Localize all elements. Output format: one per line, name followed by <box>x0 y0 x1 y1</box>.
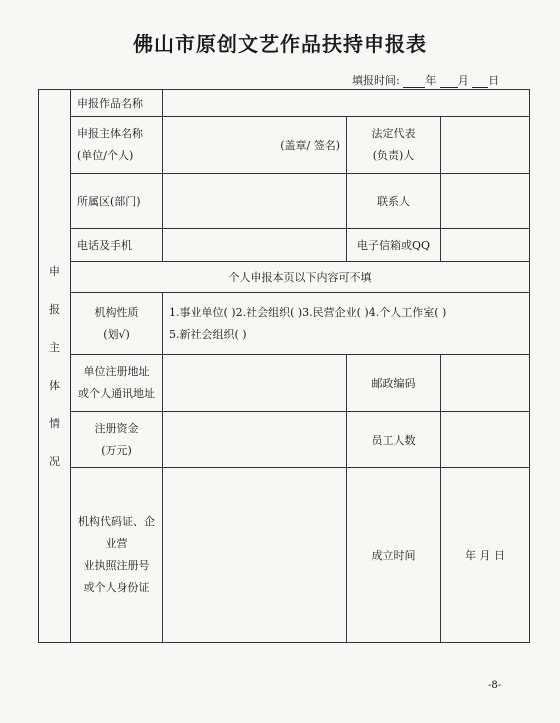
postcode-label: 邮政编码 <box>347 355 441 412</box>
org-options-line-2: 5.新社会组织( ) <box>169 327 247 341</box>
contact-label: 联系人 <box>347 174 441 229</box>
application-table <box>38 89 530 643</box>
seal-sign-hint: (盖章/ 签名) <box>280 139 340 152</box>
district-field[interactable] <box>163 174 347 229</box>
applicant-name-field[interactable] <box>163 117 347 174</box>
address-field[interactable] <box>163 355 347 412</box>
address-label: 单位注册地址 或个人通讯地址 <box>71 355 163 412</box>
year-label: 年 <box>425 74 437 87</box>
month-label: 月 <box>457 74 469 87</box>
phone-field[interactable] <box>163 229 347 262</box>
month-blank[interactable] <box>440 77 458 88</box>
capital-field[interactable] <box>163 412 347 468</box>
day-blank[interactable] <box>472 77 488 88</box>
legal-rep-label: 法定代表 (负责)人 <box>347 117 441 174</box>
work-name-label: 申报作品名称 <box>71 90 163 117</box>
established-field[interactable]: 年 月 日 <box>441 468 530 643</box>
year-blank[interactable] <box>403 77 425 88</box>
postcode-field[interactable] <box>441 355 530 412</box>
page-title: 佛山市原创文艺作品扶持申报表 <box>133 32 427 56</box>
org-type-options[interactable] <box>163 293 530 355</box>
legal-rep-field[interactable] <box>441 117 530 174</box>
capital-label: 注册资金 (万元) <box>71 412 163 468</box>
email-label: 电子信箱或QQ <box>347 229 441 262</box>
district-label: 所属区(部门) <box>71 174 163 229</box>
staff-label: 员工人数 <box>347 412 441 468</box>
contact-field[interactable] <box>441 174 530 229</box>
work-name-field[interactable] <box>163 90 530 117</box>
registration-code-label: 机构代码证、企业营 业执照注册号 或个人身份证 <box>71 468 163 643</box>
established-label: 成立时间 <box>347 468 441 643</box>
staff-field[interactable] <box>441 412 530 468</box>
page-number: -8- <box>488 680 502 691</box>
email-field[interactable] <box>441 229 530 262</box>
applicant-name-label: 申报主体名称 (单位/个人) <box>71 117 163 174</box>
org-options-line-1: 1.事业单位( )2.社会组织( )3.民营企业( )4.个人工作室( ) <box>169 305 447 319</box>
registration-code-field[interactable] <box>163 468 347 643</box>
phone-label: 电话及手机 <box>71 229 163 262</box>
fill-date <box>352 72 499 88</box>
org-type-label: 机构性质 (划√) <box>71 293 163 355</box>
notice-text: 个人申报本页以下内容可不填 <box>71 262 530 293</box>
day-label: 日 <box>488 74 500 87</box>
section-label-applicant: 申 报 主 体 情 况 <box>39 90 71 643</box>
fill-date-label: 填报时间: <box>352 74 400 87</box>
